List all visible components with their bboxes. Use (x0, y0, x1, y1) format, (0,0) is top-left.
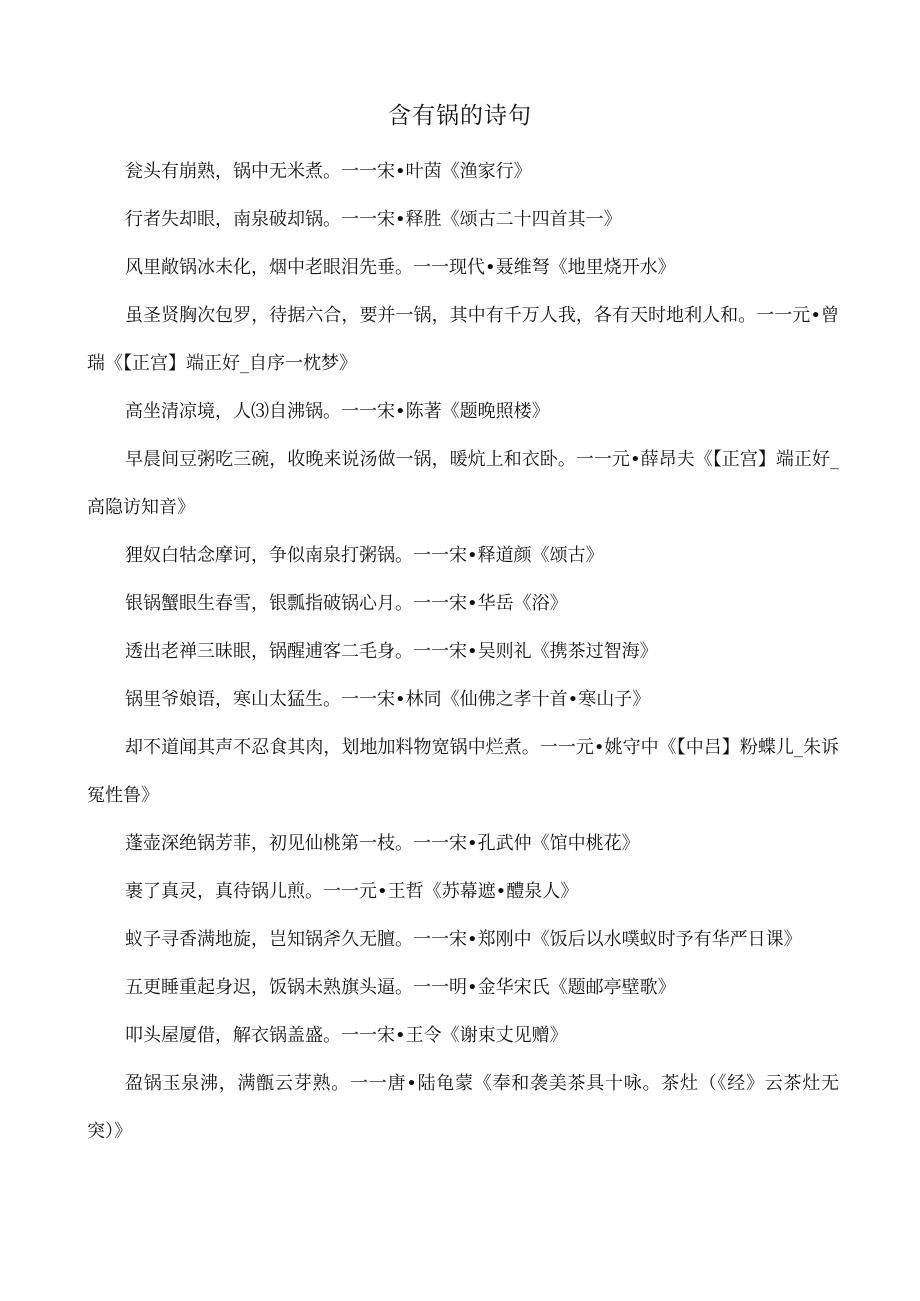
poem-line: 五更睡重起身迟，饭锅未熟旗头逼。一一明•金华宋氏《题邮亭壁歌》 (125, 977, 676, 998)
poem-line: 裹了真灵，真待锅儿煎。一一元•王哲《苏幕遮•醴泉人》 (125, 881, 579, 902)
poem-line: 银锅蟹眼生春雪，银瓢指破锅心月。一一宋•华岳《浴》 (125, 593, 568, 614)
poem-line: 高坐清凉境，人⑶自沸锅。一一宋•陈著《题晚照楼》 (125, 401, 550, 422)
poem-line: 透出老禅三昧眼，锅醒逋客二毛身。一一宋•吴则礼《携茶过智海》 (125, 641, 658, 662)
poem-line: 蚁子寻香满地旋，岂知锅斧久无膻。一一宋•郑刚中《饭后以水噗蚁时予有华严日课》 (125, 929, 802, 950)
poem-line: 锅里爷娘语，寒山太猛生。一一宋•林同《仙佛之孝十首•寒山子》 (125, 689, 651, 710)
poem-list (87, 148, 839, 1156)
poem-line: 早晨间豆粥吃三碗，收晚来说汤做一锅，暖炕上和衣卧。一一元•薛昂夫《【正宫】端正好_高隐访知音》 (87, 449, 839, 518)
poem-line: 风里敞锅冰未化，烟中老眼泪先垂。一一现代•聂维弩《地里烧开水》 (125, 257, 676, 278)
poem-line: 盈锅玉泉沸，满甑云芽熟。一一唐•陆龟蒙《奉和袭美茶具十咏。茶灶（《经》云茶灶无突）》 (87, 1073, 839, 1142)
poem-line: 狸奴白牯念摩诃，争似南泉打粥锅。一一宋•释道颜《颂古》 (125, 545, 604, 566)
poem-line: 虽圣贤胸次包罗，待据六合，要并一锅，其中有千万人我，各有天时地利人和。一一元•曾瑞《【正宫】端正好_自序一枕梦》 (87, 305, 839, 374)
document-title: 含有锅的诗句 (388, 103, 532, 129)
poem-line: 瓮头有崩熟，锅中无米煮。一一宋•叶茵《渔家行》 (125, 161, 532, 182)
poem-line: 叩头屋厦借，解衣锅盖盛。一一宋•王令《谢束丈见赠》 (125, 1025, 568, 1046)
poem-line: 蓬壶深绝锅芳菲，初见仙桃第一枝。一一宋•孔武仲《馆中桃花》 (125, 833, 640, 854)
poem-line: 却不道闻其声不忍食其肉，划地加料物宽锅中烂煮。一一元•姚守中《【中吕】粉蝶儿_朱诉冤性鲁》 (87, 737, 839, 806)
poem-line: 行者失却眼，南泉破却锅。一一宋•释胜《颂古二十四首其一》 (125, 209, 622, 230)
